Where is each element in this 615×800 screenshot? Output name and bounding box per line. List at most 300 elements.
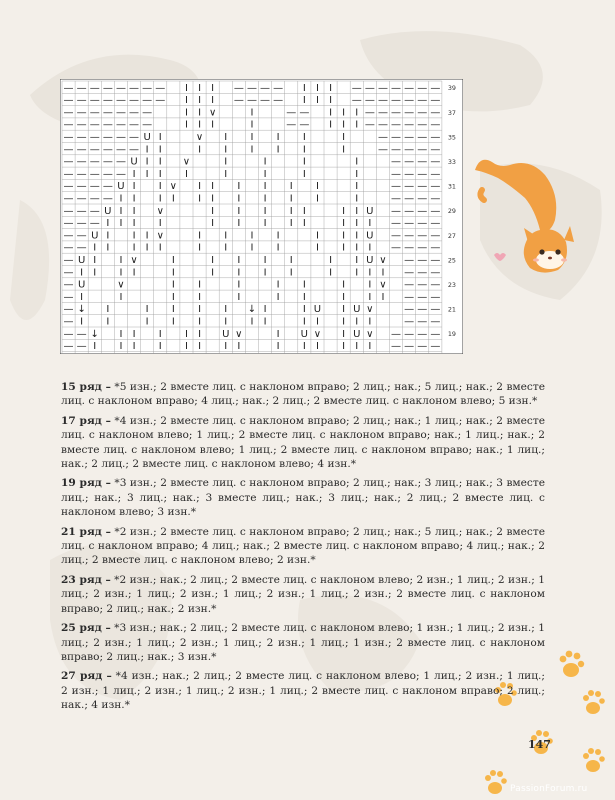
- chart-cell-symbol: I: [368, 218, 372, 230]
- chart-cell-symbol: I: [302, 168, 306, 180]
- chart-cell-symbol: I: [302, 144, 306, 156]
- chart-cell-symbol: I: [250, 316, 254, 328]
- chart-cell-symbol: —: [273, 95, 284, 107]
- chart-cell-symbol: —: [391, 218, 402, 230]
- chart-cell-symbol: I: [237, 205, 241, 217]
- chart-cell-symbol: [366, 353, 373, 354]
- chart-cell-symbol: —: [391, 181, 402, 193]
- chart-cell-symbol: I: [276, 341, 280, 353]
- chart-cell-symbol: —: [89, 193, 100, 205]
- chart-cell-symbol: —: [63, 181, 74, 193]
- chart-cell-symbol: I: [171, 316, 175, 328]
- chart-cell-symbol: I: [263, 267, 267, 279]
- chart-cell-symbol: I: [211, 119, 215, 131]
- chart-cell-symbol: [159, 353, 162, 354]
- chart-cell-symbol: I: [80, 267, 84, 279]
- chart-cell-symbol: —: [404, 304, 415, 316]
- chart-cell-symbol: —: [404, 254, 415, 266]
- chart-cell-symbol: I: [171, 279, 175, 291]
- row-number-label: 39: [447, 84, 456, 93]
- chart-cell-symbol: —: [404, 267, 415, 279]
- chart-cell-symbol: I: [184, 95, 188, 107]
- chart-cell-symbol: —: [115, 144, 126, 156]
- chart-cell-symbol: —: [63, 168, 74, 180]
- row-instruction: [61, 621, 545, 664]
- chart-cell-symbol: —: [430, 291, 441, 303]
- chart-cell-symbol: I: [224, 341, 228, 353]
- chart-cell-symbol: —: [76, 193, 87, 205]
- chart-cell-symbol: I: [184, 82, 188, 94]
- chart-cell-symbol: I: [158, 131, 162, 143]
- chart-cell-symbol: I: [342, 218, 346, 230]
- chart-cell-symbol: I: [211, 82, 215, 94]
- chart-cell-symbol: —: [286, 119, 297, 131]
- chart-cell-symbol: —: [417, 193, 428, 205]
- chart-cell-symbol: —: [417, 95, 428, 107]
- chart-cell-symbol: —: [260, 95, 271, 107]
- chart-cell-symbol: I: [263, 193, 267, 205]
- chart-cell-symbol: I: [315, 181, 319, 193]
- chart-cell-symbol: I: [119, 267, 123, 279]
- chart-cell-symbol: I: [302, 291, 306, 303]
- chart-cell-symbol: —: [417, 119, 428, 131]
- chart-cell-symbol: ∨: [366, 304, 374, 316]
- chart-cell-symbol: —: [391, 131, 402, 143]
- chart-cell-symbol: —: [89, 168, 100, 180]
- chart-cell-symbol: —: [377, 131, 388, 143]
- chart-cell-symbol: U: [117, 181, 125, 193]
- chart-cell-symbol: U: [91, 230, 99, 242]
- chart-cell-symbol: I: [263, 181, 267, 193]
- chart-cell-symbol: —: [63, 156, 74, 168]
- chart-cell-symbol: —: [417, 267, 428, 279]
- chart-cell-symbol: I: [198, 328, 202, 340]
- chart-cell-symbol: I: [302, 218, 306, 230]
- row-number-label: 29: [447, 207, 456, 216]
- chart-cell-symbol: —: [246, 82, 257, 94]
- chart-cell-symbol: U: [143, 131, 151, 143]
- chart-cell-symbol: —: [430, 131, 441, 143]
- cat-illustration: [470, 150, 580, 280]
- chart-cell-symbol: I: [302, 95, 306, 107]
- chart-cell-symbol: I: [276, 328, 280, 340]
- chart-cell-symbol: —: [115, 131, 126, 143]
- chart-cell-symbol: —: [417, 181, 428, 193]
- row-instruction: [61, 380, 545, 409]
- chart-cell-symbol: I: [263, 205, 267, 217]
- chart-cell-symbol: U: [77, 279, 86, 291]
- chart-cell-symbol: —: [142, 82, 153, 94]
- chart-cell-symbol: U: [313, 304, 322, 316]
- chart-cell-symbol: —: [417, 291, 428, 303]
- chart-cell-symbol: —: [430, 95, 441, 107]
- chart-cell-symbol: U: [366, 254, 374, 266]
- chart-cell-symbol: I: [132, 205, 136, 217]
- chart-cell-symbol: I: [276, 144, 280, 156]
- row-text: *2 изн.; 2 вместе лиц. с наклоном вправо; 2 лиц.; нак.; 5 лиц.; нак.; 2 вместе лиц. с наклоном вправо; 4 лиц.; нак.; 2 вместе лиц. с наклоном вправо; 4 лиц.; нак.; 2 лиц.; 2 вместе лиц. с наклоном влево; 2 изн.*: [61, 525, 545, 567]
- chart-cell-symbol: —: [89, 82, 100, 94]
- chart-cell-symbol: I: [315, 242, 319, 254]
- chart-cell-symbol: I: [315, 95, 319, 107]
- chart-cell-symbol: I: [302, 156, 306, 168]
- row-label: 17 ряд –: [61, 414, 111, 427]
- chart-cell-symbol: —: [115, 156, 126, 168]
- chart-cell-symbol: —: [102, 95, 113, 107]
- chart-cell-symbol: I: [250, 144, 254, 156]
- chart-cell-symbol: I: [355, 218, 359, 230]
- chart-cell-symbol: —: [129, 107, 140, 119]
- chart-cell-symbol: I: [198, 242, 202, 254]
- chart-cell-symbol: —: [417, 205, 428, 217]
- chart-cell-symbol: I: [132, 267, 136, 279]
- chart-cell-symbol: I: [342, 230, 346, 242]
- chart-cell-symbol: I: [302, 279, 306, 291]
- chart-cell-symbol: —: [115, 107, 126, 119]
- chart-cell-symbol: I: [342, 119, 346, 131]
- chart-cell-symbol: I: [106, 242, 110, 254]
- chart-cell-symbol: I: [342, 316, 346, 328]
- chart-cell-symbol: I: [263, 218, 267, 230]
- chart-cell-symbol: —: [404, 279, 415, 291]
- chart-cell-symbol: I: [211, 254, 215, 266]
- chart-cell-symbol: I: [93, 242, 97, 254]
- row-label: 25 ряд –: [61, 622, 111, 635]
- row-label: 27 ряд –: [61, 670, 112, 683]
- chart-cell-symbol: —: [377, 82, 388, 94]
- chart-cell-symbol: —: [76, 218, 87, 230]
- chart-cell-symbol: —: [430, 316, 441, 328]
- row-number-label: 27: [447, 231, 456, 240]
- chart-cell-symbol: ∨: [130, 254, 138, 266]
- chart-cell-symbol: I: [289, 193, 293, 205]
- chart-cell-symbol: —: [430, 156, 441, 168]
- chart-cell-symbol: —: [76, 341, 87, 353]
- row-text: *3 изн.; 2 вместе лиц. с наклоном вправо; 2 лиц.; нак.; 3 лиц.; нак.; 3 вместе лиц.; нак.; 3 лиц.; нак.; 3 вместе лиц.; нак.; 3 лиц.; нак.; 2 лиц.; 2 вместе лиц. с наклоном влево; 3 изн.*: [61, 477, 545, 519]
- chart-cell-symbol: —: [63, 279, 74, 291]
- chart-cell-symbol: I: [132, 328, 136, 340]
- chart-cell-symbol: I: [329, 267, 333, 279]
- chart-cell-symbol: —: [76, 144, 87, 156]
- chart-cell-symbol: —: [404, 168, 415, 180]
- chart-cell-symbol: I: [132, 218, 136, 230]
- chart-cell-symbol: I: [198, 304, 202, 316]
- chart-cell-symbol: I: [368, 291, 372, 303]
- chart-cell-symbol: —: [299, 107, 310, 119]
- chart-cell-symbol: I: [315, 316, 319, 328]
- chart-cell-symbol: —: [404, 144, 415, 156]
- chart-cell-symbol: —: [102, 156, 113, 168]
- chart-cell-symbol: U: [353, 304, 361, 316]
- chart-cell-symbol: I: [237, 181, 241, 193]
- chart-cell-symbol: —: [115, 95, 126, 107]
- chart-cell-symbol: —: [430, 205, 441, 217]
- chart-cell-symbol: —: [430, 267, 441, 279]
- row-instruction: [61, 414, 545, 472]
- chart-cell-symbol: —: [417, 328, 428, 340]
- chart-cell-symbol: I: [302, 316, 306, 328]
- chart-cell-symbol: —: [76, 328, 87, 340]
- chart-cell-symbol: I: [315, 341, 319, 353]
- chart-cell-symbol: I: [119, 193, 123, 205]
- chart-cell-symbol: —: [364, 82, 375, 94]
- knitting-chart: [60, 79, 463, 354]
- chart-cell-symbol: I: [289, 218, 293, 230]
- chart-cell-symbol: [224, 353, 227, 354]
- chart-cell-symbol: I: [381, 267, 385, 279]
- row-text: *3 изн.; нак.; 2 лиц.; 2 вместе лиц. с наклоном влево; 1 изн.; 1 лиц.; 2 изн.; 1 лиц.; 2 изн.; 1 лиц.; 2 изн.; 1 лиц.; 2 изн.; 1 лиц.; 1 изн.; 2 вместе лиц. с наклоном вправо; 2 лиц.; нак.; 3 изн.*: [61, 622, 545, 663]
- chart-cell-symbol: —: [63, 193, 74, 205]
- row-label: 23 ряд –: [61, 573, 111, 586]
- chart-cell-symbol: I: [158, 144, 162, 156]
- chart-cell-symbol: I: [276, 279, 280, 291]
- chart-cell-symbol: [288, 353, 295, 354]
- chart-cell-symbol: I: [302, 341, 306, 353]
- chart-cell-symbol: —: [404, 218, 415, 230]
- chart-cell-symbol: —: [89, 107, 100, 119]
- chart-cell-symbol: —: [89, 218, 100, 230]
- chart-cell-symbol: I: [93, 267, 97, 279]
- chart-cell-symbol: —: [76, 230, 87, 242]
- chart-cell-symbol: I: [80, 316, 84, 328]
- chart-cell-symbol: I: [106, 316, 110, 328]
- chart-cell-symbol: I: [132, 168, 136, 180]
- chart-cell-symbol: —: [102, 107, 113, 119]
- chart-cell-symbol: I: [198, 181, 202, 193]
- chart-cell-symbol: I: [211, 205, 215, 217]
- chart-cell-symbol: —: [155, 95, 166, 107]
- row-number-label: 31: [447, 182, 456, 191]
- chart-cell-symbol: I: [119, 218, 123, 230]
- chart-cell-symbol: I: [224, 304, 228, 316]
- chart-cell-symbol: I: [302, 304, 306, 316]
- chart-cell-symbol: I: [106, 304, 110, 316]
- chart-cell-symbol: I: [119, 341, 123, 353]
- chart-cell-symbol: I: [355, 119, 359, 131]
- chart-cell-symbol: —: [63, 218, 74, 230]
- chart-cell-symbol: —: [404, 181, 415, 193]
- chart-cell-symbol: I: [198, 279, 202, 291]
- row-number-label: 33: [447, 157, 456, 166]
- chart-cell-symbol: ∨: [366, 328, 374, 340]
- chart-cell-symbol: I: [237, 279, 241, 291]
- chart-cell-symbol: —: [76, 82, 87, 94]
- chart-cell-symbol: I: [263, 304, 267, 316]
- chart-cell-symbol: ∨: [379, 254, 387, 266]
- chart-cell-symbol: I: [342, 291, 346, 303]
- chart-cell-symbol: [235, 353, 242, 354]
- chart-cell-symbol: I: [211, 181, 215, 193]
- chart-cell-symbol: —: [89, 156, 100, 168]
- chart-cell-symbol: I: [342, 205, 346, 217]
- chart-cell-symbol: I: [315, 193, 319, 205]
- chart-cell-symbol: —: [430, 218, 441, 230]
- chart-cell-symbol: I: [171, 267, 175, 279]
- row-label: 15 ряд –: [61, 381, 111, 393]
- chart-cell-symbol: ∨: [182, 156, 191, 168]
- chart-cell-symbol: I: [355, 254, 359, 266]
- chart-cell-symbol: —: [155, 82, 166, 94]
- chart-cell-symbol: I: [224, 168, 228, 180]
- chart-cell-symbol: [391, 353, 401, 354]
- chart-cell-symbol: I: [198, 95, 202, 107]
- chart-cell-symbol: I: [119, 205, 123, 217]
- chart-cell-symbol: I: [289, 254, 293, 266]
- row-number-label: 19: [447, 330, 456, 339]
- chart-cell-symbol: —: [89, 119, 100, 131]
- row-number-label: 25: [447, 256, 456, 265]
- chart-cell-symbol: I: [171, 254, 175, 266]
- chart-cell-symbol: I: [132, 242, 136, 254]
- chart-cell-symbol: I: [198, 230, 202, 242]
- chart-cell-symbol: [264, 353, 267, 354]
- chart-cell-symbol: [64, 353, 74, 354]
- chart-cell-symbol: —: [76, 242, 87, 254]
- chart-cell-symbol: —: [391, 107, 402, 119]
- chart-cell-symbol: I: [368, 316, 372, 328]
- chart-cell-symbol: —: [430, 304, 441, 316]
- chart-cell-symbol: I: [237, 193, 241, 205]
- chart-cell-symbol: —: [404, 316, 415, 328]
- chart-cell-symbol: I: [368, 242, 372, 254]
- chart-cell-symbol: —: [102, 119, 113, 131]
- chart-cell-symbol: I: [106, 230, 110, 242]
- chart-cell-symbol: I: [329, 95, 333, 107]
- chart-cell-symbol: I: [198, 119, 202, 131]
- chart-cell-symbol: ∨: [235, 328, 243, 340]
- chart-cell-symbol: —: [430, 193, 441, 205]
- chart-cell-symbol: I: [145, 156, 149, 168]
- chart-cell-symbol: I: [158, 181, 162, 193]
- row-number-label: 37: [447, 108, 456, 117]
- chart-cell-symbol: —: [89, 95, 100, 107]
- chart-cell-symbol: —: [404, 341, 415, 353]
- chart-cell-symbol: U: [104, 205, 112, 217]
- chart-cell-symbol: I: [263, 316, 267, 328]
- chart-cell-symbol: I: [132, 193, 136, 205]
- chart-cell-symbol: —: [76, 168, 87, 180]
- chart-cell-symbol: —: [417, 242, 428, 254]
- row-text: *4 изн.; нак.; 2 лиц.; 2 вместе лиц. с наклоном влево; 1 лиц.; 2 изн.; 1 лиц.; 2 изн.; 1 лиц.; 2 изн.; 1 лиц.; 2 изн.; 1 лиц.; 2 вместе лиц. с наклоном вправо; 2 лиц.; нак.; 4 изн.*: [61, 670, 545, 712]
- chart-cell-symbol: —: [391, 205, 402, 217]
- chart-cell-symbol: I: [237, 291, 241, 303]
- row-instruction: [61, 476, 545, 519]
- chart-cell-symbol: —: [273, 82, 284, 94]
- chart-cell-symbol: I: [145, 316, 149, 328]
- chart-cell-symbol: —: [404, 291, 415, 303]
- chart-cell-symbol: ∨: [379, 279, 387, 291]
- chart-cell-symbol: —: [417, 156, 428, 168]
- chart-cell-symbol: I: [355, 193, 359, 205]
- chart-cell-symbol: —: [404, 242, 415, 254]
- chart-cell-symbol: I: [184, 328, 188, 340]
- chart-cell-symbol: I: [145, 144, 149, 156]
- chart-cell-symbol: —: [89, 144, 100, 156]
- chart-cell-symbol: —: [351, 82, 362, 94]
- chart-cell-symbol: —: [391, 156, 402, 168]
- chart-cell-symbol: —: [417, 279, 428, 291]
- chart-cell-symbol: ↓: [90, 328, 99, 340]
- chart-cell-symbol: —: [430, 254, 441, 266]
- chart-cell-symbol: I: [211, 218, 215, 230]
- chart-cell-symbol: I: [250, 107, 254, 119]
- chart-cell-symbol: —: [102, 131, 113, 143]
- chart-cell-symbol: —: [115, 168, 126, 180]
- chart-cell-symbol: U: [353, 328, 361, 340]
- chart-cell-symbol: I: [158, 341, 162, 353]
- chart-cell-symbol: I: [368, 341, 372, 353]
- chart-cell-symbol: I: [355, 316, 359, 328]
- chart-cell-symbol: I: [289, 267, 293, 279]
- chart-cell-symbol: —: [430, 168, 441, 180]
- chart-cell-symbol: ↓: [77, 304, 86, 316]
- chart-cell-symbol: I: [302, 131, 306, 143]
- chart-cell-symbol: —: [417, 82, 428, 94]
- chart-cell-symbol: I: [355, 341, 359, 353]
- chart-cell-symbol: ↓: [247, 304, 257, 316]
- chart-cell-symbol: —: [129, 131, 140, 143]
- chart-cell-symbol: I: [329, 119, 333, 131]
- chart-cell-symbol: —: [76, 119, 87, 131]
- chart-cell-symbol: —: [417, 230, 428, 242]
- row-text: *2 изн.; нак.; 2 лиц.; 2 вместе лиц. с наклоном влево; 2 изн.; 1 лиц.; 2 изн.; 1 лиц.; 2 изн.; 1 лиц.; 2 изн.; 1 лиц.; 2 изн.; 1 лиц.; 2 изн.; 2 вместе лиц. с наклоном вправо; 2 лиц.; нак.; 2 изн.*: [61, 573, 545, 615]
- chart-cell-symbol: I: [355, 267, 359, 279]
- chart-cell-symbol: I: [184, 107, 188, 119]
- chart-cell-symbol: I: [119, 291, 123, 303]
- row-label: 19 ряд –: [61, 477, 111, 490]
- chart-cell-symbol: —: [417, 341, 428, 353]
- chart-cell-symbol: I: [263, 168, 267, 180]
- chart-cell-symbol: I: [329, 254, 333, 266]
- chart-cell-symbol: I: [132, 181, 136, 193]
- chart-cell-symbol: —: [129, 82, 140, 94]
- row-instruction: [61, 573, 545, 616]
- chart-cell-symbol: —: [404, 107, 415, 119]
- chart-cell-symbol: I: [198, 107, 202, 119]
- chart-cell-symbol: I: [237, 341, 241, 353]
- chart-cell-symbol: I: [158, 242, 162, 254]
- chart-cell-symbol: —: [404, 230, 415, 242]
- row-label: 21 ряд –: [61, 525, 111, 538]
- chart-cell-symbol: —: [286, 107, 297, 119]
- chart-cell-symbol: U: [366, 230, 374, 242]
- chart-cell-symbol: —: [391, 82, 402, 94]
- chart-cell-symbol: I: [211, 95, 215, 107]
- chart-cell-symbol: I: [171, 291, 175, 303]
- chart-cell-symbol: —: [391, 242, 402, 254]
- chart-cell-symbol: I: [289, 205, 293, 217]
- chart-cell-symbol: I: [368, 267, 372, 279]
- chart-cell-symbol: I: [381, 291, 385, 303]
- chart-cell-symbol: —: [404, 119, 415, 131]
- row-text: *5 изн.; 2 вместе лиц. с наклоном вправо; 2 лиц.; нак.; 5 лиц.; нак.; 2 вместе лиц. с наклоном вправо; 4 лиц.; нак.; 2 лиц.; 2 вместе лиц. с наклоном влево; 5 изн.*: [61, 381, 545, 408]
- chart-cell-symbol: [316, 353, 319, 354]
- chart-cell-symbol: I: [145, 304, 149, 316]
- chart-cell-symbol: I: [342, 341, 346, 353]
- chart-cell-symbol: [430, 353, 440, 354]
- chart-cell-symbol: U: [366, 205, 374, 217]
- chart-cell-symbol: I: [132, 230, 136, 242]
- chart-cell-symbol: —: [417, 316, 428, 328]
- row-instruction: [61, 525, 545, 568]
- chart-cell-symbol: I: [224, 230, 228, 242]
- chart-cell-symbol: U: [300, 328, 309, 340]
- chart-cell-symbol: —: [404, 131, 415, 143]
- chart-cell-symbol: I: [158, 328, 162, 340]
- chart-cell-symbol: I: [276, 131, 280, 143]
- chart-cell-symbol: —: [233, 82, 244, 94]
- chart-cell-symbol: —: [404, 328, 415, 340]
- chart-cell-symbol: U: [222, 328, 230, 340]
